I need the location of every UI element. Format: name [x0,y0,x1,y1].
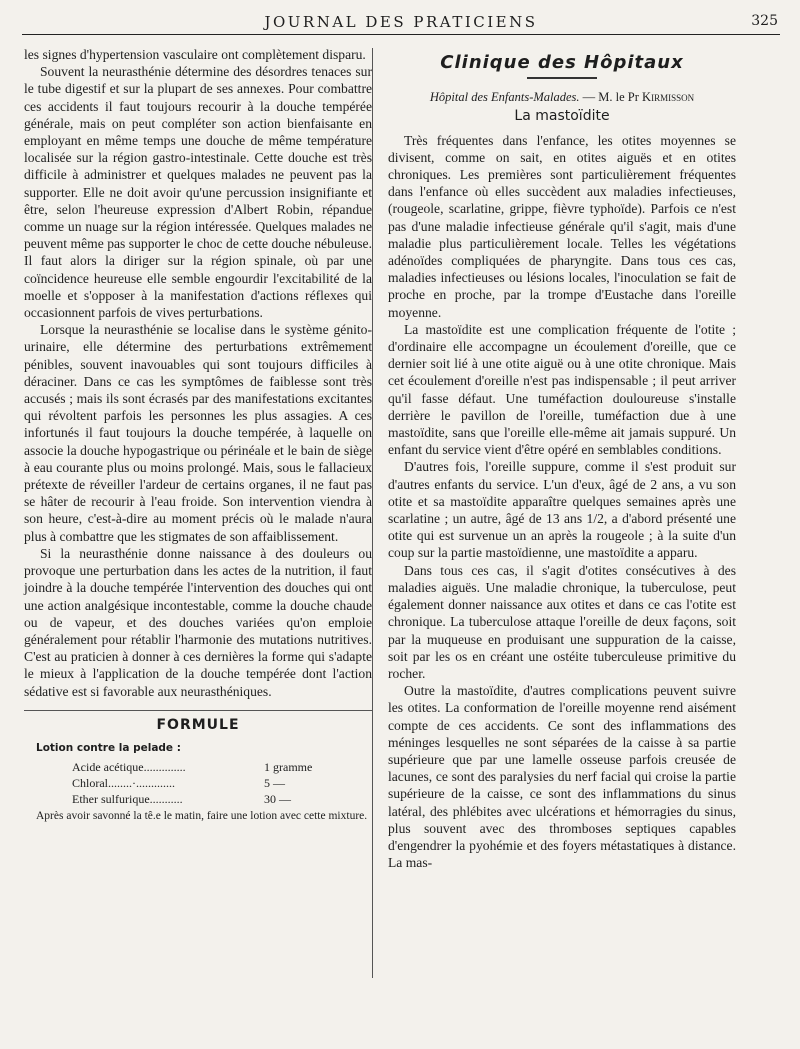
page-header [22,10,780,35]
ingredient-row [24,759,372,775]
hospital-line [388,89,736,106]
article-subject: La mastoïdite [514,108,610,125]
ingredient-qty: 30 — [264,792,291,807]
doctor-prefix: — M. le Pr [579,90,643,105]
paragraph: Outre la mastoïdite, d'autres complications peuvent suivre les otites. La conformation de l'oreille moyenne rend aisément compte de ces accidents. Ce sont des inflammations des méninges lesquelles ne sont séparées de la caisse à sa partie supérieure que par une lamelle osseuse parfois creusée de lacunes, ce sont des paralysies du nerf facial qui croise la partie supérieure de la caisse, ce sont des inflammations du sinus latéral, des phlébites avec ulcérations et hémorragies du sinus, plus souvent avec des thromboses septiques capables d'engendrer la pyohémie et des foyers métastatiques à distance. La mas- [388,683,736,871]
paragraph: D'autres fois, l'oreille suppure, comme il s'est produit sur d'autres enfants du service. L'un d'eux, âgé de 2 ans, a vu son otite et sa mastoïdite apparaître quelques semaines après une scarlatine ; un autre, âgé de 13 ans 1/2, a d'abord présenté une otite qui est survenue un an après la rougeole ; à la suite d'un coup sur la partie mastoïdienne, une mastoïdite a apparu. [388,459,736,561]
right-column [388,54,736,871]
ingredient-row [24,791,372,807]
formule-rule [24,710,372,711]
formule-heading: FORMULE [156,716,240,733]
section-rule [527,77,597,79]
doctor-name: Kirmisson [642,90,695,105]
paragraph: Lorsque la neurasthénie se localise dans le système génito-urinaire, elle détermine des perturbations extrêmement pénibles, souvent inavouables qui sont toujours difficiles à déraciner. Dans ce cas les symptômes de faiblesse sont très accusés ; mais ils sont écrasés par des manifestations excitantes qui révoltent parfois les personnes les plus assagies. A ces infortunés il faut toujours la douche tempérée, à laquelle on associe la douche hypogastrique ou périnéale et le bain de siège à eau courante plus ou moins prolongé. Mais, sous le fallacieux prétexte de réveiller l'ardeur de certains organes, il ne faut pas se hâter de recourir à l'eau froide. Son intervention viendra à son heure, c'est-à-dire au moment précis où le malade n'aura plus à combattre que les stigmates de son affaiblissement. [24,322,372,544]
ingredient-name: Chloral........·............. [72,776,175,791]
paragraph: La mastoïdite est une complication fréquente de l'otite ; d'ordinaire elle accompagne un écoulement d'oreille, que ce dernier soit lié à une otite aiguë ou à une otite chronique. Mais cet écoulement d'oreille n'est pas indispensable ; il peut arriver qu'il fasse défaut. Une tuméfaction douloureuse s'installe derrière le pavillon de l'oreille, tuméfaction due à une mastoïdite, sans que l'oreille elle-même ait jamais suppuré. Un enfant du service vient d'être opéré en semblables conditions. [388,321,736,458]
paragraph: les signes d'hypertension vasculaire ont complètement disparu. [24,47,366,62]
section-title: Clinique des Hôpitaux [440,52,684,73]
ingredient-name: Acide acétique.............. [72,760,186,775]
hospital-name: Hôpital des Enfants-Malades. [429,90,580,105]
ingredient-qty: 5 — [264,776,285,791]
formule-note: Après avoir savonné la tê.e le matin, faire une lotion avec cette mixture. [36,810,368,823]
paragraph: Souvent la neurasthénie détermine des désordres tenaces sur le tube digestif et sur la plupart de ses annexes. Pour combattre ces accidents il faut toujours recourir à la douche tempérée générale, mais on peut compléter son action bienfaisante en employant en même temps une douche de même température localisée sur la région gastro-intestinale. Cette douche est très difficile à administrer et quelques malades ne peuvent pas la supporter. Elle ne doit avoir qu'une percussion insignifiante et être, selon l'heureuse expression d'Albert Robin, répandue comme un nuage sur la région intéressée. Quelques malades ne peuvent même pas supporter le choc de cette douche nébuleuse. Il faut alors la diriger sur la région spinale, où par une coïncidence heureuse elle semble engourdir l'excitabilité de la moelle et s'opposer à la manifestation d'actions réflexes qui occasionnent parfois de vives perturbations. [24,64,372,321]
journal-title: JOURNAL DES PRATICIENS [264,13,538,31]
left-column [24,46,372,823]
lotion-heading: Lotion contre la pelade : [36,741,181,754]
page-number: 325 [751,13,778,29]
paragraph: Très fréquentes dans l'enfance, les otites moyennes se divisent, comme on sait, en otites aiguës et en otites chroniques. Les premières sont particulièrement fréquentes dans l'enfance où elles succèdent aux maladies infectieuses, (rougeole, scarlatine, grippe, fièvre typhoïde). Parfois ce n'est pas d'une maladie infectieuse générale qu'il s'agit, mais d'une maladie plus particulièrement locale. Telles les végétations adénoïdes compliquées de pharyngite. Dans tous ces cas, maladies infectieuses ou lésions locales, l'inoculation se fait de proche en proche, par la trompe d'Eustache dans l'oreille moyenne. [388,132,736,320]
ingredient-name: Ether sulfurique........... [72,792,183,807]
paragraph: Dans tous ces cas, il s'agit d'otites consécutives à des maladies aiguës. Une maladie chronique, la tuberculose, peut également donner naissance aux otites et dans ce cas l'otite est chronique. La tuberculose attaque l'oreille de deux façons, soit par la muqueuse en produisant une suppuration de la caisse, soit par les os en créant une ostéite tuberculeuse primitive du rocher. [388,562,736,681]
column-divider [372,48,373,978]
paragraph: Si la neurasthénie donne naissance à des douleurs ou provoque une perturbation dans les actes de la nutrition, il faut joindre à la douche tempérée l'intervention des douches qui ont une action analgésique incontestable, comme la douche chaude ou de vapeur, et des douches variées qu'on emploie généralement pour rétablir l'harmonie des mutations nutritives. C'est au praticien à donner à ces dernières la forme qui s'adapte le mieux à l'application de la douche tempérée dont l'action sédative est si favorable aux neurasthéniques. [24,545,372,699]
ingredient-row [24,775,372,791]
ingredient-qty: 1 gramme [264,760,313,775]
